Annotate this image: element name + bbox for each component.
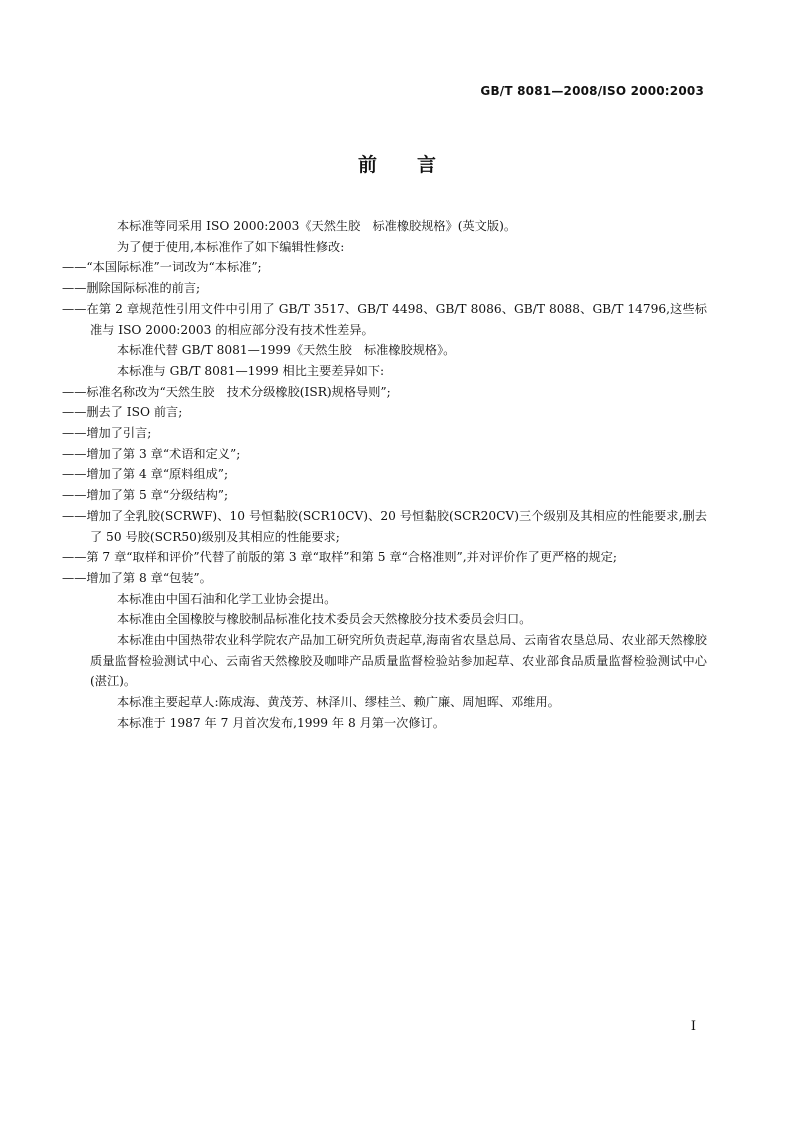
- list-item: ——删去了 ISO 前言;: [62, 405, 183, 420]
- list-item: ——标准名称改为“天然生胶 技术分级橡胶(ISR)规格导则”;: [62, 384, 391, 399]
- list-item: ——第 7 章“取样和评价”代替了前版的第 3 章“取样”和第 5 章“合格准则”,并对评价作了更严格的规定;: [62, 550, 617, 565]
- list-item: ——增加了第 8 章“包装”。: [62, 570, 212, 585]
- page-number: I: [690, 1019, 696, 1034]
- list-item: ——增加了第 4 章“原料组成”;: [62, 467, 229, 482]
- paragraph-proposer: 本标准由中国石油和化学工业协会提出。: [117, 591, 337, 606]
- paragraph-adoption: 本标准等同采用 ISO 2000:2003《天然生胶 标准橡胶规格》(英文版)。: [117, 219, 517, 233]
- paragraph-publication-history: 本标准于 1987 年 7 月首次发布,1999 年 8 月第一次修订。: [117, 715, 445, 730]
- standard-number-header: GB/T 8081—2008/ISO 2000:2003: [480, 84, 704, 98]
- paragraph-editorial-intro: 为了便于使用,本标准作了如下编辑性修改:: [117, 239, 345, 254]
- paragraph-differences-intro: 本标准与 GB/T 8081—1999 相比主要差异如下:: [117, 363, 385, 378]
- list-item: ——增加了第 3 章“术语和定义”;: [62, 446, 241, 461]
- foreword-body: [62, 216, 707, 734]
- paragraph-replacement: 本标准代替 GB/T 8081—1999《天然生胶 标准橡胶规格》。: [117, 343, 456, 358]
- list-item: ——删除国际标准的前言;: [62, 281, 201, 296]
- list-item: ——在第 2 章规范性引用文件中引用了 GB/T 3517、GB/T 4498、GB/T 8086、GB/T 8088、GB/T 14796,这些标准与 ISO 2000:2003 的相应部分没有技术性差异。: [62, 301, 707, 337]
- paragraph-drafting-units: 本标准由中国热带农业科学院农产品加工研究所负责起草,海南省农垦总局、云南省农垦总局、农业部天然橡胶质量监督检验测试中心、云南省天然橡胶及咖啡产品质量监督检验站参加起草、农业部食品质量监督检验测试中心(湛江)。: [90, 633, 707, 689]
- list-item: ——增加了全乳胶(SCRWF)、10 号恒黏胶(SCR10CV)、20 号恒黏胶(SCR20CV)三个级别及其相应的性能要求,删去了 50 号胶(SCR50)级别及其相应的性能要求;: [62, 508, 707, 544]
- list-item: ——增加了引言;: [62, 426, 152, 441]
- paragraph-drafters: 本标准主要起草人:陈成海、黄茂芳、林泽川、缪桂兰、赖广廉、周旭晖、邓维用。: [117, 695, 560, 710]
- paragraph-centralized-by: 本标准由全国橡胶与橡胶制品标准化技术委员会天然橡胶分技术委员会归口。: [117, 612, 532, 627]
- page-title: 前言: [357, 154, 476, 176]
- list-item: ——“本国际标准”一词改为“本标准”;: [62, 260, 262, 275]
- list-item: ——增加了第 5 章“分级结构”;: [62, 488, 229, 503]
